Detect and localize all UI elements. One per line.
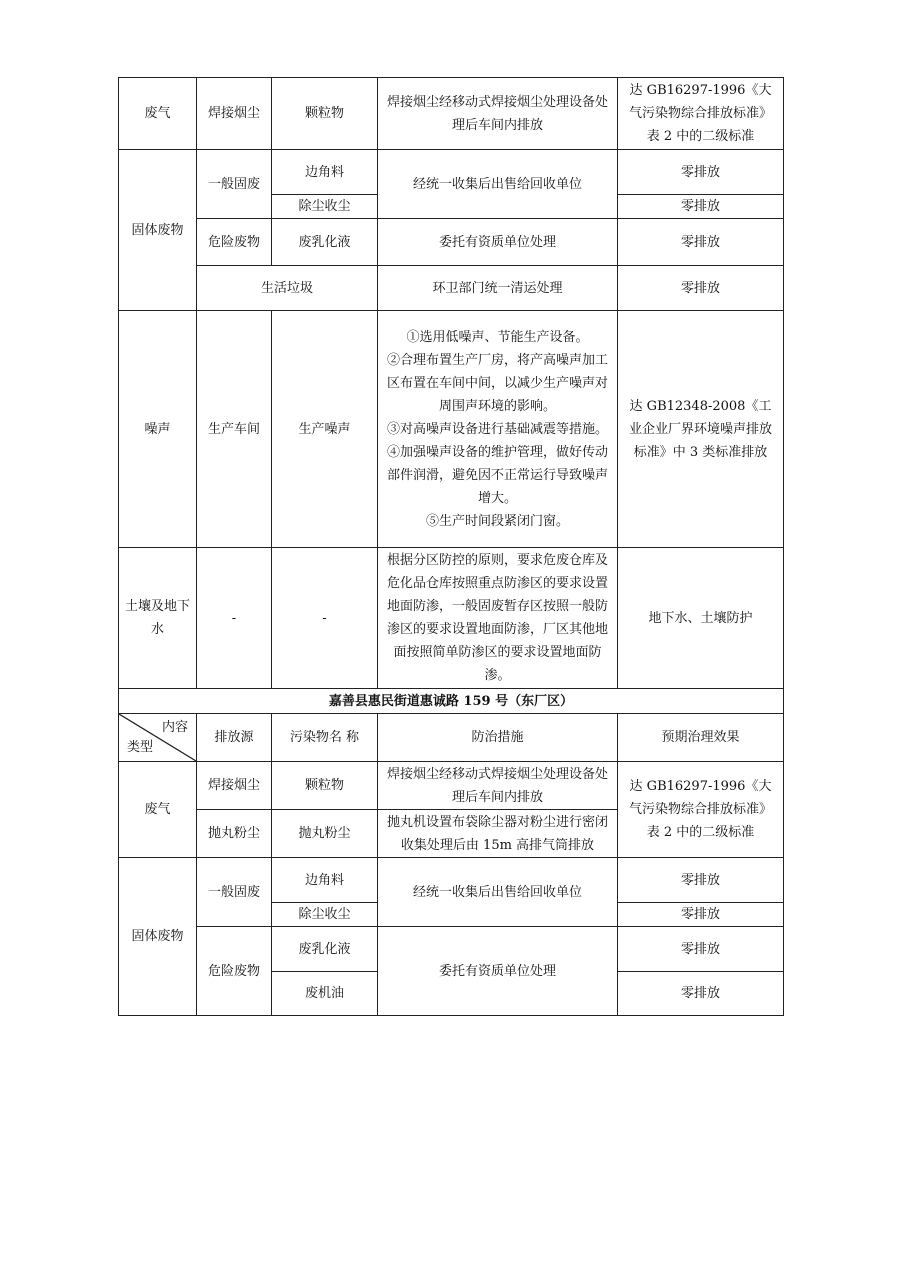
table-row	[119, 858, 784, 903]
header-effect: 预期治理效果	[618, 714, 784, 762]
noise-measure-3: ③对高噪声设备进行基础减震等措施。	[386, 421, 608, 437]
category-cell: 固体废物	[119, 150, 197, 311]
noise-measure-1: ①选用低噪声、节能生产设备。	[406, 329, 589, 345]
measure-cell	[378, 311, 618, 548]
source-cell: 一般固废	[197, 150, 272, 219]
effect-cell: 零排放	[618, 150, 784, 195]
effect-cell: 零排放	[618, 903, 784, 927]
table-row	[119, 266, 784, 311]
effect-cell: 零排放	[618, 858, 784, 903]
pollutant-cell: 颗粒物	[272, 78, 378, 150]
diagonal-header-cell	[119, 714, 197, 762]
source-cell: 危险废物	[197, 927, 272, 1016]
header-type-label: 类型	[127, 740, 154, 755]
effect-cell: 零排放	[618, 219, 784, 266]
effect-cell: 达 GB16297-1996《大气污染物综合排放标准》表 2 中的二级标准	[618, 78, 784, 150]
table-row	[119, 762, 784, 810]
header-row	[119, 714, 784, 762]
table-row	[119, 311, 784, 548]
source-cell: 焊接烟尘	[197, 78, 272, 150]
section-title: 嘉善县惠民街道惠诚路 159 号（东厂区）	[119, 689, 784, 714]
category-cell: 噪声	[119, 311, 197, 548]
header-content-label: 内容	[161, 720, 188, 735]
table-row	[119, 689, 784, 714]
header-source: 排放源	[197, 714, 272, 762]
pollutant-cell: 废乳化液	[272, 219, 378, 266]
noise-measure-2: ②合理布置生产厂房，将产高噪声加工区布置在车间中间，以减少生产噪声对周围声环境的影响。	[386, 352, 608, 414]
effect-cell: 达 GB16297-1996《大气污染物综合排放标准》表 2 中的二级标准	[618, 762, 784, 858]
measure-cell: 焊接烟尘经移动式焊接烟尘处理设备处理后车间内排放	[378, 762, 618, 810]
effect-cell: 零排放	[618, 927, 784, 972]
measure-cell: 委托有资质单位处理	[378, 927, 618, 1016]
category-cell: 废气	[119, 78, 197, 150]
noise-measure-4: ④加强噪声设备的维护管理，做好传动部件润滑，避免因不正常运行导致噪声增大。	[386, 444, 608, 506]
measure-cell: 焊接烟尘经移动式焊接烟尘处理设备处理后车间内排放	[378, 78, 618, 150]
measure-cell: 抛丸机设置布袋除尘器对粉尘进行密闭收集处理后由 15m 高排气筒排放	[378, 810, 618, 858]
source-cell: 危险废物	[197, 219, 272, 266]
pollution-control-table	[118, 77, 784, 1016]
effect-cell: 达 GB12348-2008《工业企业厂界环境噪声排放标准》中 3 类标准排放	[618, 311, 784, 548]
header-pollutant: 污染物名 称	[272, 714, 378, 762]
table-row	[119, 150, 784, 195]
measure-cell: 环卫部门统一清运处理	[378, 266, 618, 311]
pollutant-cell: 除尘收尘	[272, 903, 378, 927]
table-row	[119, 78, 784, 150]
measure-cell: 经统一收集后出售给回收单位	[378, 858, 618, 927]
effect-cell: 零排放	[618, 266, 784, 311]
measure-cell: 根据分区防控的原则，要求危废仓库及危化品仓库按照重点防渗区的要求设置地面防渗，一般固废暂存区按照一般防渗区的要求设置地面防渗，厂区其他地面按照简单防渗区的要求设置地面防渗。	[378, 548, 618, 689]
effect-cell: 零排放	[618, 195, 784, 219]
table-row	[119, 548, 784, 689]
table-row	[119, 219, 784, 266]
category-cell: 土壤及地下水	[119, 548, 197, 689]
pollutant-cell: 颗粒物	[272, 762, 378, 810]
noise-measure-5: ⑤生产时间段紧闭门窗。	[425, 513, 569, 529]
source-cell: 生产车间	[197, 311, 272, 548]
pollutant-cell: 除尘收尘	[272, 195, 378, 219]
source-cell: -	[197, 548, 272, 689]
source-cell: 焊接烟尘	[197, 762, 272, 810]
effect-cell: 地下水、土壤防护	[618, 548, 784, 689]
pollutant-cell: 废乳化液	[272, 927, 378, 972]
pollutant-cell: -	[272, 548, 378, 689]
header-measure: 防治措施	[378, 714, 618, 762]
category-cell: 固体废物	[119, 858, 197, 1016]
measure-cell: 委托有资质单位处理	[378, 219, 618, 266]
effect-cell: 零排放	[618, 972, 784, 1016]
source-cell: 生活垃圾	[197, 266, 378, 311]
pollutant-cell: 抛丸粉尘	[272, 810, 378, 858]
table-row	[119, 927, 784, 972]
pollutant-cell: 废机油	[272, 972, 378, 1016]
pollutant-cell: 边角料	[272, 858, 378, 903]
source-cell: 一般固废	[197, 858, 272, 927]
category-cell: 废气	[119, 762, 197, 858]
measure-cell: 经统一收集后出售给回收单位	[378, 150, 618, 219]
source-cell: 抛丸粉尘	[197, 810, 272, 858]
pollutant-cell: 生产噪声	[272, 311, 378, 548]
pollutant-cell: 边角料	[272, 150, 378, 195]
